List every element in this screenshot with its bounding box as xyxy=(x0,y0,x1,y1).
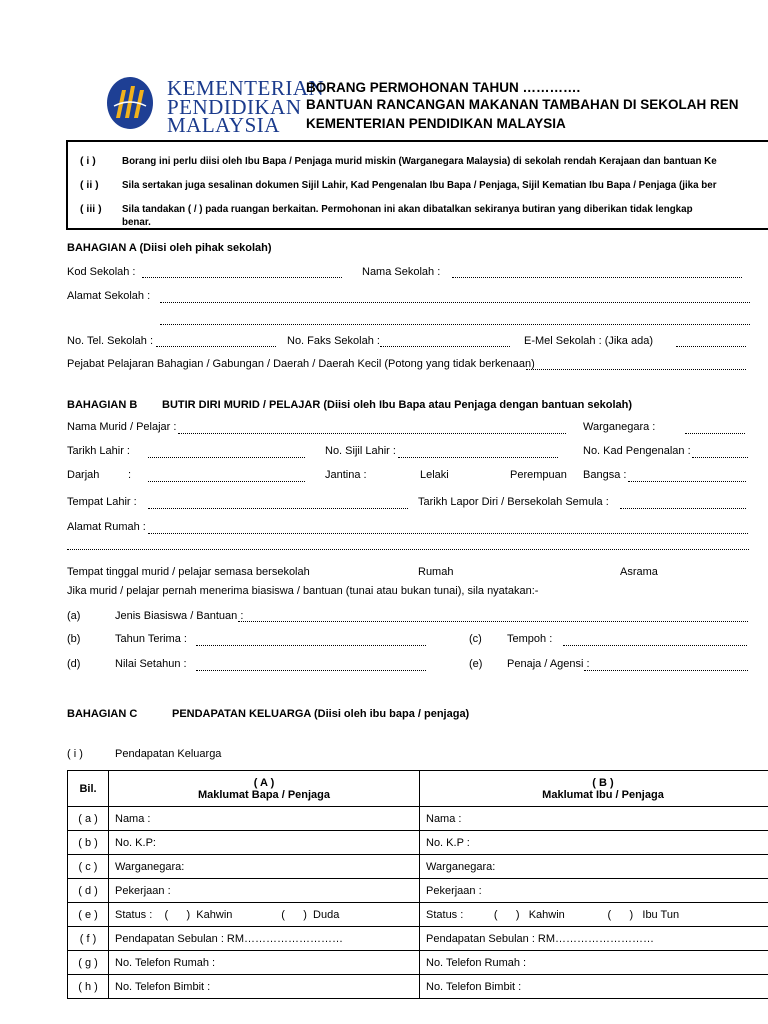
ministry-name-line2: PENDIDIKAN xyxy=(167,95,302,119)
bangsa-field[interactable] xyxy=(628,481,746,482)
table-row xyxy=(68,879,768,903)
row-number: ( g ) xyxy=(68,951,109,975)
bangsa-label: Bangsa : xyxy=(583,469,627,481)
ibu-telefon-bimbit-cell[interactable]: No. Telefon Bimbit : xyxy=(420,975,768,999)
ibu-status-cell[interactable]: Status : ( ) Kahwin ( ) Ibu Tun xyxy=(420,903,768,927)
item-c-label: (c) xyxy=(469,633,482,645)
column-header-a xyxy=(109,771,420,807)
penaja-agensi-field[interactable] xyxy=(584,670,748,671)
tempat-lahir-field[interactable] xyxy=(148,508,408,509)
bapa-status-cell[interactable]: Status : ( ) Kahwin ( ) Duda xyxy=(109,903,420,927)
row-number: ( c ) xyxy=(68,855,109,879)
ibu-warganegara-cell[interactable]: Warganegara: xyxy=(420,855,768,879)
form-title-line2: BANTUAN RANCANGAN MAKANAN TAMBAHAN DI SEKOLAH REN xyxy=(306,97,739,112)
bapa-pekerjaan-cell[interactable]: Pekerjaan : xyxy=(109,879,420,903)
no-tel-sekolah-field[interactable] xyxy=(156,346,276,347)
bapa-telefon-rumah-cell[interactable]: No. Telefon Rumah : xyxy=(109,951,420,975)
table-row xyxy=(68,903,768,927)
no-faks-sekolah-label: No. Faks Sekolah : xyxy=(287,335,380,347)
bapa-pendapatan-cell[interactable]: Pendapatan Sebulan : RM……………………… xyxy=(109,927,420,951)
row-number: ( d ) xyxy=(68,879,109,903)
family-income-table xyxy=(67,770,768,999)
instruction-text: Sila sertakan juga sesalinan dokumen Sijil Lahir, Kad Pengenalan Ibu Bapa / Penjaga, Sijil Kematian Ibu Bapa / Penjaga (jika ber xyxy=(122,180,717,191)
table-row xyxy=(68,975,768,999)
section-b-label: BAHAGIAN B xyxy=(67,399,138,411)
row-number: ( e ) xyxy=(68,903,109,927)
alamat-sekolah-field-line2[interactable] xyxy=(160,324,750,325)
section-c-heading: PENDAPATAN KELUARGA (Diisi oleh ibu bapa / penjaga) xyxy=(172,708,470,720)
ibu-telefon-rumah-cell[interactable]: No. Telefon Rumah : xyxy=(420,951,768,975)
tempat-lahir-label: Tempat Lahir : xyxy=(67,496,137,508)
bapa-nama-cell[interactable]: Nama : xyxy=(109,807,420,831)
kpm-logo xyxy=(106,76,154,130)
nama-sekolah-field[interactable] xyxy=(452,277,742,278)
no-tel-sekolah-label: No. Tel. Sekolah : xyxy=(67,335,154,347)
row-number: ( a ) xyxy=(68,807,109,831)
tempat-tinggal-asrama[interactable]: Asrama xyxy=(620,566,658,578)
tempat-tinggal-rumah[interactable]: Rumah xyxy=(418,566,454,578)
column-header-b xyxy=(420,771,768,807)
ministry-name-line1: KEMENTERIAN xyxy=(167,76,325,100)
row-number: ( b ) xyxy=(68,831,109,855)
alamat-rumah-field[interactable] xyxy=(148,533,748,534)
alamat-rumah-field-line2[interactable] xyxy=(67,549,749,550)
tarikh-lapor-diri-field[interactable] xyxy=(620,508,746,509)
darjah-colon: : xyxy=(128,469,132,481)
nama-sekolah-label: Nama Sekolah : xyxy=(362,266,441,278)
kod-sekolah-label: Kod Sekolah : xyxy=(67,266,136,278)
item-d-label: (d) xyxy=(67,658,81,670)
pendapatan-sub-heading: Pendapatan Keluarga xyxy=(115,748,222,760)
table-header-row xyxy=(68,771,768,807)
ministry-name-line3: MALAYSIA xyxy=(167,113,280,137)
nilai-setahun-label: Nilai Setahun : xyxy=(115,658,187,670)
instruction-number: ( i ) xyxy=(80,155,96,167)
bapa-no-kp-cell[interactable]: No. K.P: xyxy=(109,831,420,855)
tempoh-field[interactable] xyxy=(563,645,747,646)
item-a-label: (a) xyxy=(67,610,81,622)
tempoh-label: Tempoh : xyxy=(507,633,553,645)
form-title-line1: BORANG PERMOHONAN TAHUN …………. xyxy=(306,80,581,95)
item-b-label: (b) xyxy=(67,633,81,645)
alamat-sekolah-field[interactable] xyxy=(160,302,750,303)
tahun-terima-label: Tahun Terima : xyxy=(115,633,187,645)
instruction-text-continued: benar. xyxy=(122,217,151,228)
darjah-label: Darjah xyxy=(67,469,100,481)
pejabat-pelajaran-label: Pejabat Pelajaran Bahagian / Gabungan / Daerah / Daerah Kecil (Potong yang tidak berkenaan) xyxy=(67,358,535,370)
emel-sekolah-field[interactable] xyxy=(676,346,746,347)
emel-sekolah-label: E-Mel Sekolah : (Jika ada) xyxy=(524,335,653,347)
no-sijil-lahir-label: No. Sijil Lahir : xyxy=(325,445,396,457)
jenis-biasiswa-label: Jenis Biasiswa / Bantuan : xyxy=(115,610,244,622)
instruction-number: ( iii ) xyxy=(80,203,102,215)
no-sijil-lahir-field[interactable] xyxy=(398,457,558,458)
table-row xyxy=(68,807,768,831)
instruction-text: Sila tandakan ( / ) pada ruangan berkaitan. Permohonan ini akan dibatalkan sekiranya butiran yang diberikan tidak lengkap xyxy=(122,204,693,215)
ibu-no-kp-cell[interactable]: No. K.P : xyxy=(420,831,768,855)
instructions-box xyxy=(66,140,768,230)
warganegara-label: Warganegara : xyxy=(583,421,656,433)
tempat-tinggal-label: Tempat tinggal murid / pelajar semasa bersekolah xyxy=(67,566,310,578)
table-row xyxy=(68,927,768,951)
section-a-heading: BAHAGIAN A (Diisi oleh pihak sekolah) xyxy=(67,242,272,254)
row-number: ( f ) xyxy=(68,927,109,951)
section-c-label: BAHAGIAN C xyxy=(67,708,138,720)
column-header-a-title: Maklumat Bapa / Penjaga xyxy=(197,788,331,801)
column-header-b-code: ( B ) xyxy=(592,776,614,789)
darjah-field[interactable] xyxy=(148,481,305,482)
jantina-label: Jantina : xyxy=(325,469,367,481)
bapa-warganegara-cell[interactable]: Warganegara: xyxy=(109,855,420,879)
tarikh-lahir-field[interactable] xyxy=(148,457,305,458)
row-number: ( h ) xyxy=(68,975,109,999)
alamat-rumah-label: Alamat Rumah : xyxy=(67,521,146,533)
section-b-heading: BUTIR DIRI MURID / PELAJAR (Diisi oleh Ibu Bapa atau Penjaga dengan bantuan sekolah) xyxy=(162,399,633,411)
jantina-perempuan[interactable]: Perempuan xyxy=(510,469,567,481)
bapa-telefon-bimbit-cell[interactable]: No. Telefon Bimbit : xyxy=(109,975,420,999)
nama-murid-field[interactable] xyxy=(178,433,566,434)
column-header-bil: Bil. xyxy=(68,771,109,807)
nilai-setahun-field[interactable] xyxy=(196,670,426,671)
column-header-a-code: ( A ) xyxy=(253,776,275,789)
tahun-terima-field[interactable] xyxy=(196,645,426,646)
warganegara-field[interactable] xyxy=(685,433,745,434)
column-header-b-title: Maklumat Ibu / Penjaga xyxy=(542,788,664,801)
item-e-label: (e) xyxy=(469,658,483,670)
kod-sekolah-field[interactable] xyxy=(142,277,342,278)
jantina-lelaki[interactable]: Lelaki xyxy=(420,469,449,481)
biasiswa-question: Jika murid / pelajar pernah menerima biasiswa / bantuan (tunai atau bukan tunai), sila nyatakan:- xyxy=(67,585,539,597)
pejabat-pelajaran-field[interactable] xyxy=(526,369,746,370)
no-kad-pengenalan-label: No. Kad Pengenalan : xyxy=(583,445,691,457)
ibu-pekerjaan-cell[interactable]: Pekerjaan : xyxy=(420,879,768,903)
nama-murid-label: Nama Murid / Pelajar : xyxy=(67,421,177,433)
tarikh-lahir-label: Tarikh Lahir : xyxy=(67,445,130,457)
instruction-number: ( ii ) xyxy=(80,179,99,191)
no-kad-pengenalan-field[interactable] xyxy=(692,457,748,458)
ibu-pendapatan-cell[interactable]: Pendapatan Sebulan : RM……………………… xyxy=(420,927,768,951)
form-title-line3: KEMENTERIAN PENDIDIKAN MALAYSIA xyxy=(306,116,566,131)
penaja-agensi-label: Penaja / Agensi : xyxy=(507,658,590,670)
jenis-biasiswa-field[interactable] xyxy=(238,621,748,622)
table-row xyxy=(68,951,768,975)
instruction-text: Borang ini perlu diisi oleh Ibu Bapa / Penjaga murid miskin (Warganegara Malaysia) di sekolah rendah Kerajaan dan bantuan Ke xyxy=(122,156,717,167)
alamat-sekolah-label: Alamat Sekolah : xyxy=(67,290,151,302)
tarikh-lapor-diri-label: Tarikh Lapor Diri / Bersekolah Semula : xyxy=(418,496,609,508)
no-faks-sekolah-field[interactable] xyxy=(380,346,510,347)
table-row xyxy=(68,855,768,879)
pendapatan-sub-number: ( i ) xyxy=(67,748,83,760)
ibu-nama-cell[interactable]: Nama : xyxy=(420,807,768,831)
table-row xyxy=(68,831,768,855)
